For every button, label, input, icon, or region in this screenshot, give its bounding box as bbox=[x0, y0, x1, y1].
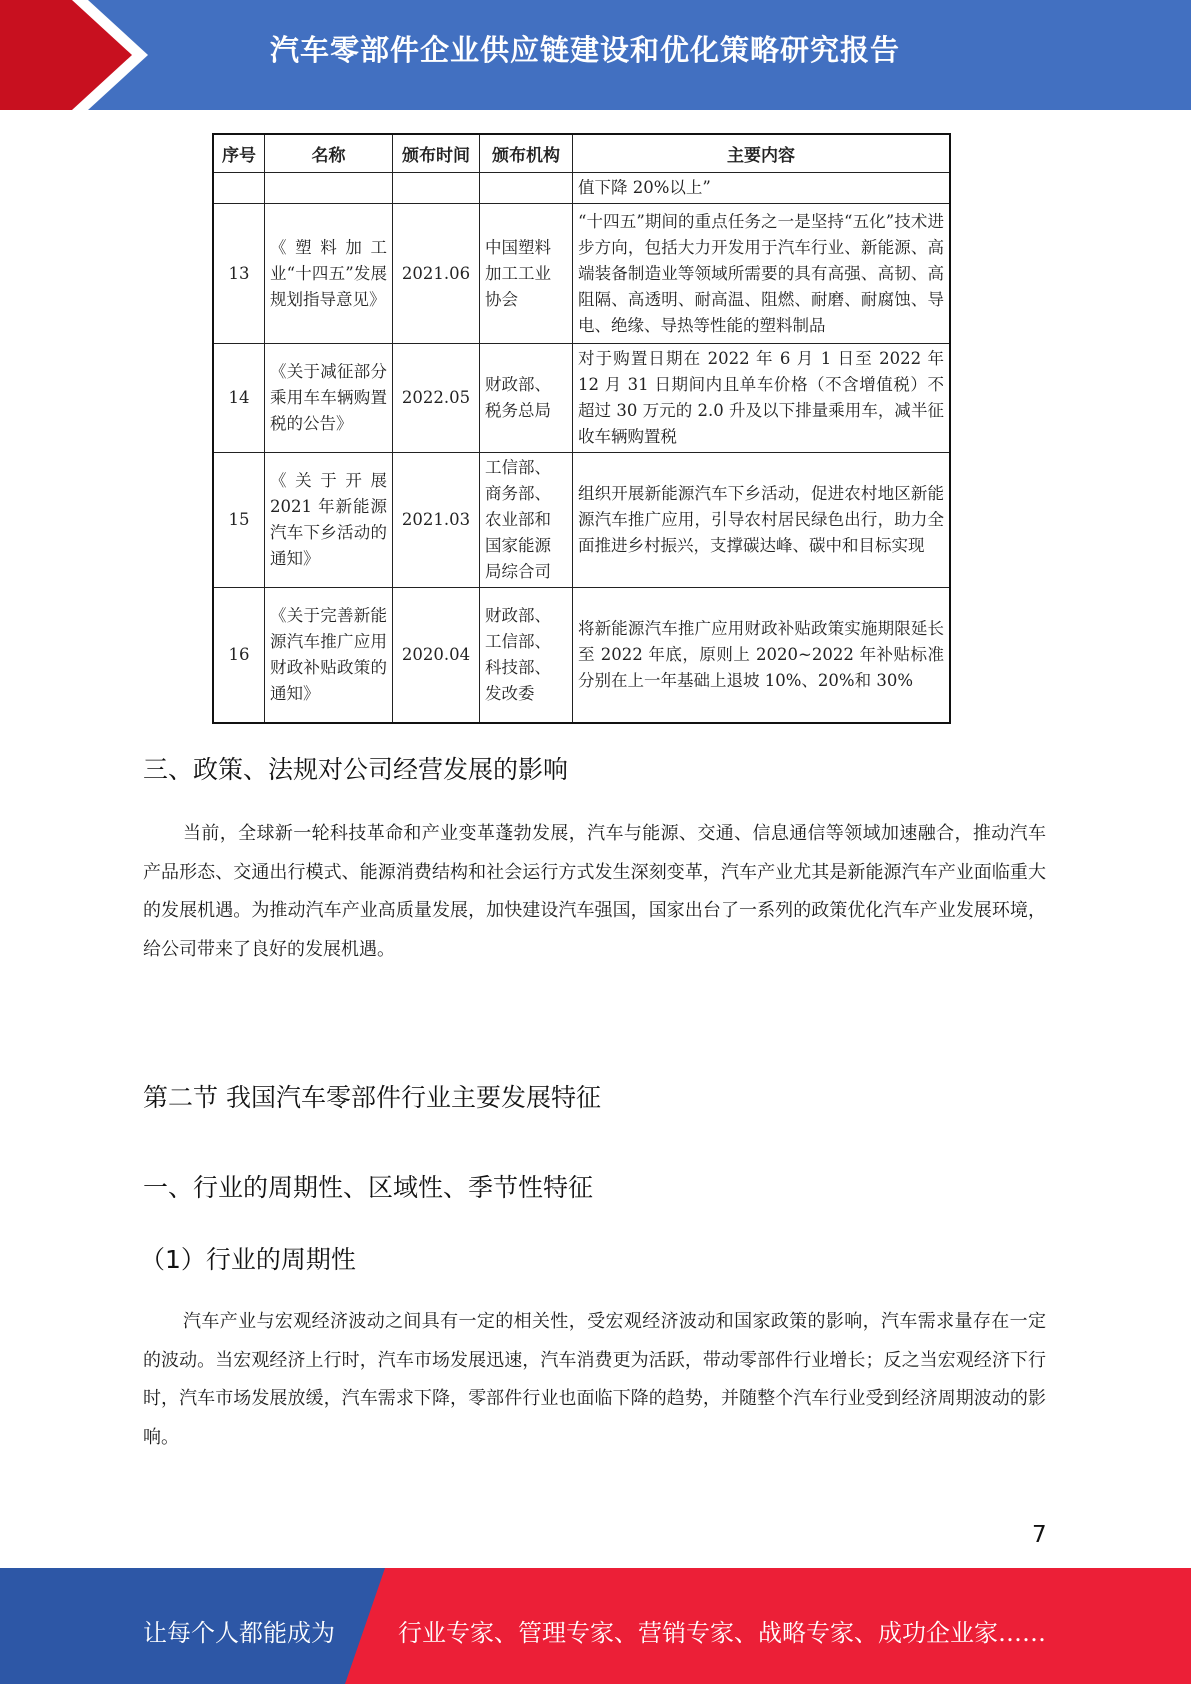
table-row bbox=[213, 204, 950, 344]
subsubsection-heading: （1）行业的周期性 bbox=[140, 1245, 356, 1274]
footer-slogan-right: 行业专家、管理专家、营销专家、战略专家、成功企业家…… bbox=[398, 1619, 1046, 1647]
table-cell-no: 15 bbox=[213, 453, 265, 588]
section-paragraph: 当前，全球新一轮科技革命和产业变革蓬勃发展，汽车与能源、交通、信息通信等领域加速融合，推动汽车产品形态、交通出行模式、能源消费结构和社会运行方式发生深刻变革，汽车产业尤其是新能源汽车产业面临重大的发展机遇。为推动汽车产业高质量发展，加快建设汽车强国，国家出台了一系列的政策优化汽车产业发展环境，给公司带来了良好的发展机遇。 bbox=[143, 823, 1046, 960]
table-cell-date: 2021.06 bbox=[393, 204, 480, 344]
table-cell-no: 16 bbox=[213, 588, 265, 723]
table-cell-name: 《关于完善新能源汽车推广应用财政补贴政策的通知》 bbox=[265, 588, 393, 723]
column-header-no: 序号 bbox=[213, 134, 265, 173]
subsubsection-paragraph: 汽车产业与宏观经济波动之间具有一定的相关性，受宏观经济波动和国家政策的影响，汽车需求量存在一定的波动。当宏观经济上行时，汽车市场发展迅速，汽车消费更为活跃，带动零部件行业增长；反之当宏观经济下行时，汽车市场发展放缓，汽车需求下降，零部件行业也面临下降的趋势，并随整个汽车行业受到经济周期波动的影响。 bbox=[143, 1311, 1046, 1448]
table-cell-content: “十四五”期间的重点任务之一是坚持“五化”技术进步方向，包括大力开发用于汽车行业、新能源、高端装备制造业等领域所需要的具有高强、高韧、高阻隔、高透明、耐高温、阻燃、耐磨、耐腐蚀、导电、绝缘、导热等性能的塑料制品 bbox=[573, 204, 951, 344]
table-row-continuation bbox=[213, 173, 950, 204]
table-cell-name: 《塑料加工业“十四五”发展规划指导意见》 bbox=[265, 204, 393, 344]
table-cell-content: 组织开展新能源汽车下乡活动，促进农村地区新能源汽车推广应用，引导农村居民绿色出行，助力全面推进乡村振兴，支撑碳达峰、碳中和目标实现 bbox=[573, 453, 951, 588]
column-header-content: 主要内容 bbox=[573, 134, 951, 173]
column-header-name: 名称 bbox=[265, 134, 393, 173]
section-heading: 三、政策、法规对公司经营发展的影响 bbox=[143, 755, 569, 784]
footer-slogan-left: 让每个人都能成为 bbox=[143, 1619, 335, 1647]
table-cell bbox=[480, 173, 573, 204]
table-cell-date: 2022.05 bbox=[393, 344, 480, 453]
table-cell-org: 财政部、税务总局 bbox=[480, 344, 573, 453]
policy-table bbox=[212, 133, 951, 724]
header-arrow-icon bbox=[0, 0, 160, 110]
table-row bbox=[213, 588, 950, 723]
report-title: 汽车零部件企业供应链建设和优化策略研究报告 bbox=[270, 33, 901, 67]
page-number: 7 bbox=[1032, 1522, 1047, 1548]
subsection-heading: 一、行业的周期性、区域性、季节性特征 bbox=[143, 1173, 594, 1202]
table-cell-org: 财政部、工信部、科技部、发改委 bbox=[480, 588, 573, 723]
table-cell bbox=[393, 173, 480, 204]
table-cell-org: 中国塑料加工工业协会 bbox=[480, 204, 573, 344]
table-cell-no: 13 bbox=[213, 204, 265, 344]
chapter-heading: 第二节 我国汽车零部件行业主要发展特征 bbox=[143, 1083, 601, 1112]
table-cell-no: 14 bbox=[213, 344, 265, 453]
table-cell-content: 对于购置日期在 2022 年 6 月 1 日至 2022 年 12 月 31 日期间内且单车价格（不含增值税）不超过 30 万元的 2.0 升及以下排量乘用车，减半征收车辆购置税 bbox=[573, 344, 951, 453]
column-header-date: 颁布时间 bbox=[393, 134, 480, 173]
table-cell-content: 将新能源汽车推广应用财政补贴政策实施期限延长至 2022 年底，原则上 2020~2022 年补贴标准分别在上一年基础上退坡 10%、20%和 30% bbox=[573, 588, 951, 723]
table-cell-name: 《关于开展 2021 年新能源汽车下乡活动的通知》 bbox=[265, 453, 393, 588]
table-cell-content: 值下降 20%以上” bbox=[573, 173, 951, 204]
table-row bbox=[213, 453, 950, 588]
table-cell bbox=[265, 173, 393, 204]
table-header-row bbox=[213, 134, 950, 173]
table-cell-date: 2021.03 bbox=[393, 453, 480, 588]
table-row bbox=[213, 344, 950, 453]
table-cell-org: 工信部、商务部、农业部和国家能源局综合司 bbox=[480, 453, 573, 588]
table-cell-name: 《关于减征部分乘用车车辆购置税的公告》 bbox=[265, 344, 393, 453]
column-header-org: 颁布机构 bbox=[480, 134, 573, 173]
table-cell bbox=[213, 173, 265, 204]
table-cell-date: 2020.04 bbox=[393, 588, 480, 723]
